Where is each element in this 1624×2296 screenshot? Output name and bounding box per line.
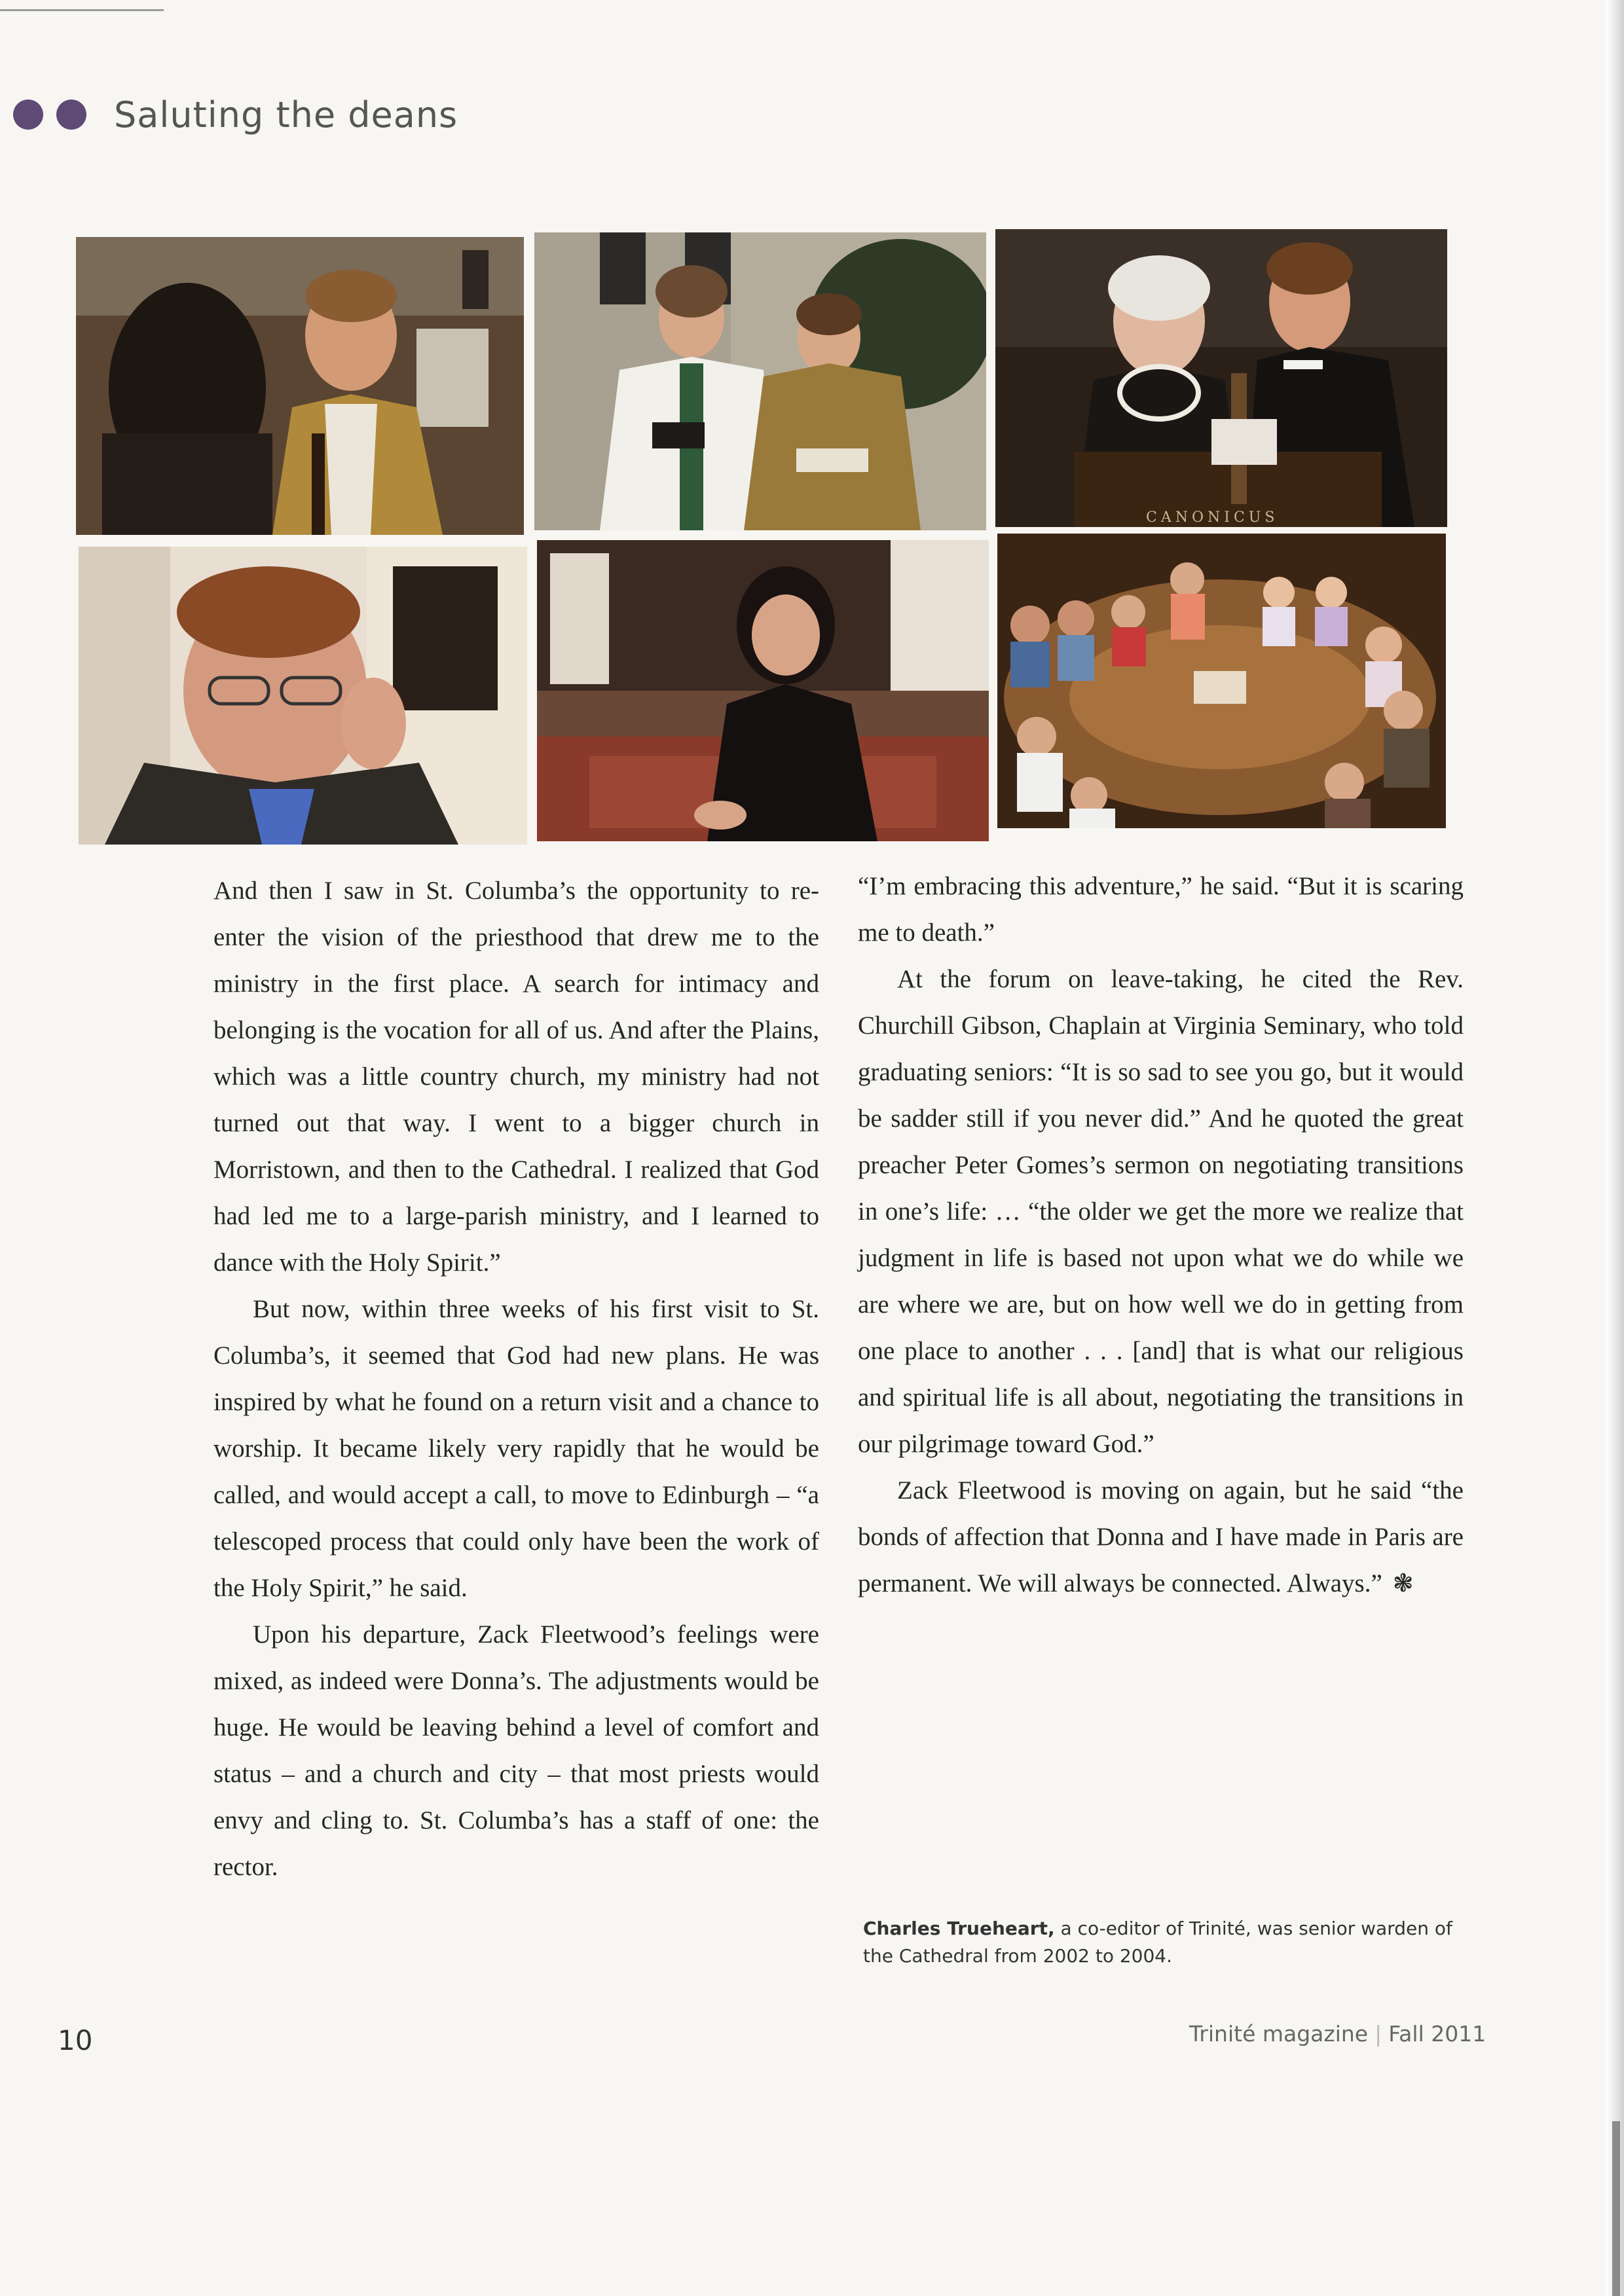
- page-footer: [1189, 2021, 1486, 2047]
- author-name: Charles Trueheart,: [863, 1918, 1055, 1939]
- article-paragraph-text: Zack Fleetwood is moving on again, but he said “the bonds of affection that Donna and I have made in Paris are permanent. We will always be connected. Always.”: [858, 1476, 1464, 1597]
- photo-caption: CANONICUS: [1146, 509, 1279, 526]
- article-left-column: [213, 867, 819, 1890]
- photo-elderly-woman-and-priest: [995, 229, 1447, 527]
- footer-separator: |: [1375, 2021, 1382, 2047]
- article-paragraph: But now, within three weeks of his first visit to St. Columba’s, it seemed that God had new plans. He was inspired by what he found on a return visit and a chance to worship. It became likely very rapidly that he would be called, and would accept a call, to move to Edinburgh – “a telescoped process that could only have been the work of the Holy Spirit,” he said.: [213, 1295, 819, 1602]
- end-mark-icon: ❃: [1392, 1569, 1414, 1597]
- magazine-name: Trinité magazine: [1189, 2021, 1369, 2047]
- bullet-dot-icon: [13, 100, 43, 130]
- page-edge-dark: [1612, 2121, 1620, 2296]
- author-bio-text: a co-editor of Trinité, was senior warden of the Cathedral from 2002 to 2004.: [863, 1918, 1452, 1967]
- article-paragraph: And then I saw in St. Columba’s the opportunity to re-enter the vision of the priesthood that drew me to the ministry in the first place. A search for intimacy and belonging is the vocation for all of us. And after the Plains, which was a little country church, my ministry had not turned out that way. I went to a bigger church in Morristown, and then to the Cathedral. I realized that God had led me to a large-parish ministry, and I learned to dance with the Holy Spirit.”: [213, 877, 819, 1277]
- issue-label: Fall 2011: [1388, 2021, 1486, 2047]
- article-last-paragraph: [858, 1467, 1464, 1607]
- article-paragraph: Upon his departure, Zack Fleetwood’s feelings were mixed, as indeed were Donna’s. The adjustments would be huge. He would be leaving behind a level of comfort and status – and a church and city – that most priests would envy and cling to. St. Columba’s has a staff of one: the rector.: [213, 1620, 819, 1881]
- top-rule: [0, 9, 164, 11]
- photo-man-portrait: [79, 547, 527, 845]
- article-right-column: [858, 863, 1464, 1607]
- photo-woman-portrait: [537, 540, 989, 841]
- author-bio: [863, 1915, 1475, 1970]
- article-paragraph: “I’m embracing this adventure,” he said. “But it is scaring me to death.”: [858, 872, 1464, 947]
- section-header: [13, 85, 458, 144]
- photo-two-clergy-reading: [534, 232, 986, 530]
- photo-priest-greeting: [76, 237, 524, 535]
- section-title: Saluting the deans: [114, 94, 458, 136]
- bullet-dot-icon: [56, 100, 86, 130]
- article-paragraph: At the forum on leave-taking, he cited the Rev. Churchill Gibson, Chaplain at Virginia Seminary, who told graduating seniors: “It is so sad to see you go, but it would be sadder still if you never did.” And he quoted the great preacher Peter Gomes’s sermon on negotiating transitions in one’s life: … “the older we get the more we realize that judgment in life is based not upon what we do while we are where we are, but on how well we do in getting from one place to another . . . [and] that is what our religious and spiritual life is all about, negotiating the transitions in our pilgrimage toward God.”: [858, 965, 1464, 1458]
- page-edge-shadow: [1606, 0, 1624, 2296]
- page-number: 10: [58, 2024, 93, 2056]
- photo-children-circle: [997, 534, 1446, 828]
